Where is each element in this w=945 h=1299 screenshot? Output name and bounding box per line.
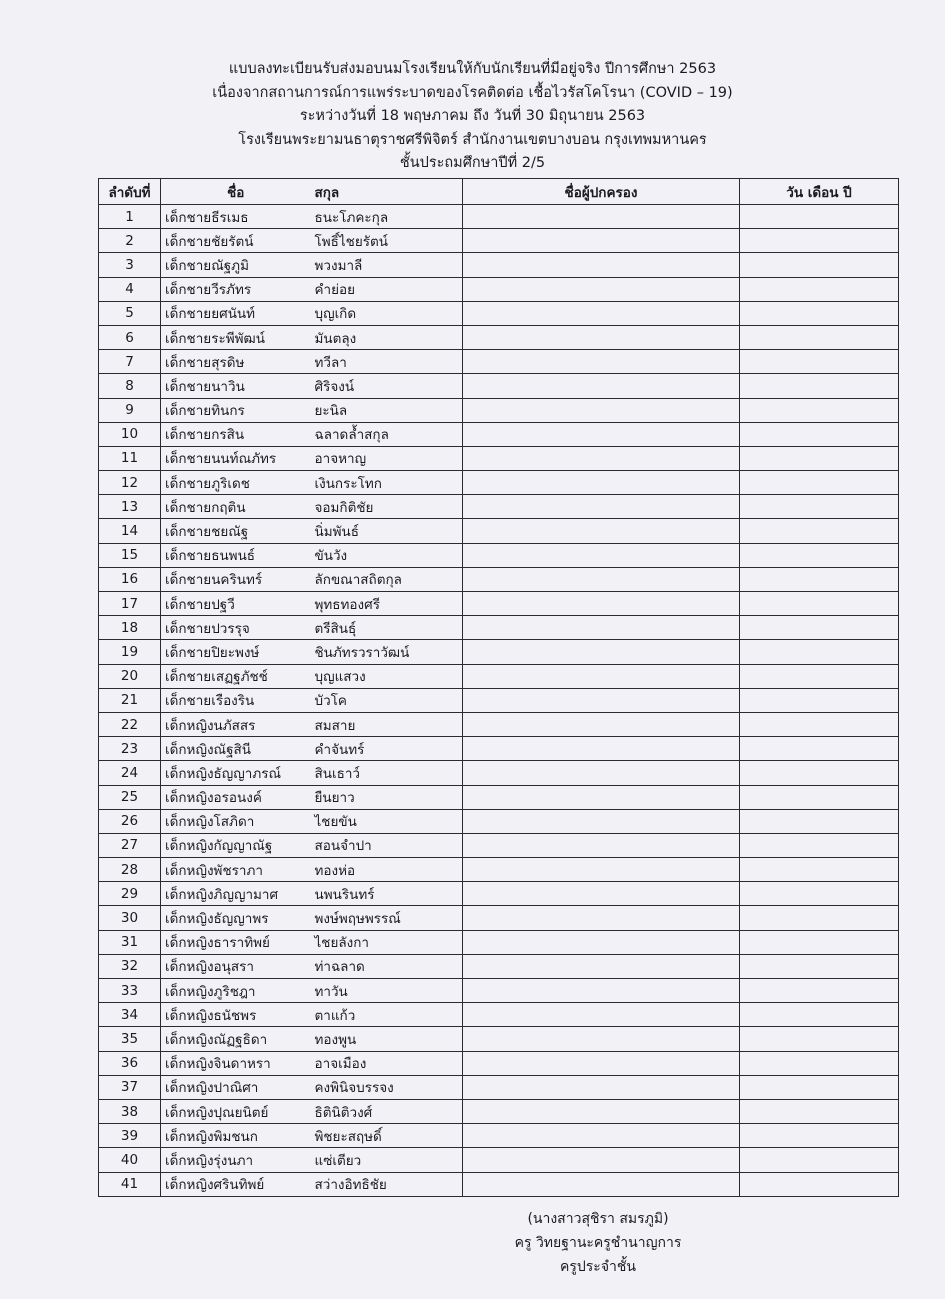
date-cell — [740, 712, 899, 736]
table-row — [99, 761, 899, 785]
guardian-name-cell — [463, 422, 740, 446]
table-row — [99, 495, 899, 519]
header-date: วัน เดือน ปี — [740, 179, 899, 205]
guardian-name-cell — [463, 374, 740, 398]
guardian-name-cell — [463, 277, 740, 301]
row-number-cell: 18 — [99, 616, 161, 640]
row-number-cell: 4 — [99, 277, 161, 301]
guardian-name-cell — [463, 712, 740, 736]
table-row — [99, 785, 899, 809]
student-surname-cell: พวงมาลี — [311, 253, 463, 277]
row-number-cell: 33 — [99, 979, 161, 1003]
table-row — [99, 809, 899, 833]
student-surname-cell: ขันวัง — [311, 543, 463, 567]
row-number-cell: 26 — [99, 809, 161, 833]
student-surname-cell: จอมกิติชัย — [311, 495, 463, 519]
date-cell — [740, 567, 899, 591]
student-name-cell: เด็กชายเสฏฐภัชช์ — [161, 664, 311, 688]
student-name-cell: เด็กชายธนพนธ์ — [161, 543, 311, 567]
student-name-cell: เด็กชายปวรรุจ — [161, 616, 311, 640]
guardian-name-cell — [463, 592, 740, 616]
signer-title: ครู วิทยฐานะครูชำนาญการ — [514, 1235, 682, 1251]
student-surname-cell: มันตลุง — [311, 325, 463, 349]
row-number-cell: 35 — [99, 1027, 161, 1051]
student-name-cell: เด็กชายระพีพัฒน์ — [161, 325, 311, 349]
student-name-cell: เด็กชายภูริเดช — [161, 471, 311, 495]
date-cell — [740, 809, 899, 833]
student-surname-cell: ไชยลังกา — [311, 930, 463, 954]
student-surname-cell: คงพินิจบรรจง — [311, 1075, 463, 1099]
row-number-cell: 5 — [99, 301, 161, 325]
student-name-cell: เด็กหญิงโสภิดา — [161, 809, 311, 833]
guardian-name-cell — [463, 809, 740, 833]
row-number-cell: 38 — [99, 1099, 161, 1123]
date-cell — [740, 688, 899, 712]
date-cell — [740, 1148, 899, 1172]
student-surname-cell: ทาวัน — [311, 979, 463, 1003]
student-surname-cell: ท่าฉลาด — [311, 954, 463, 978]
row-number-cell: 10 — [99, 422, 161, 446]
row-number-cell: 6 — [99, 325, 161, 349]
student-surname-cell: ศิริจงน์ — [311, 374, 463, 398]
guardian-name-cell — [463, 495, 740, 519]
row-number-cell: 7 — [99, 350, 161, 374]
guardian-name-cell — [463, 979, 740, 1003]
date-cell — [740, 301, 899, 325]
date-cell — [740, 930, 899, 954]
table-row — [99, 1124, 899, 1148]
header-surname: สกุล — [311, 179, 463, 205]
date-cell — [740, 205, 899, 229]
document-header — [0, 58, 945, 176]
guardian-name-cell — [463, 1003, 740, 1027]
student-name-cell: เด็กหญิงธัญญาพร — [161, 906, 311, 930]
student-surname-cell: คำจันทร์ — [311, 737, 463, 761]
guardian-name-cell — [463, 229, 740, 253]
student-surname-cell: นพนรินทร์ — [311, 882, 463, 906]
student-name-cell: เด็กชายกฤติน — [161, 495, 311, 519]
student-surname-cell: ทองพูน — [311, 1027, 463, 1051]
table-row — [99, 301, 899, 325]
table-row — [99, 325, 899, 349]
row-number-cell: 41 — [99, 1172, 161, 1196]
date-cell — [740, 979, 899, 1003]
row-number-cell: 34 — [99, 1003, 161, 1027]
table-row — [99, 616, 899, 640]
table-row — [99, 1172, 899, 1196]
guardian-name-cell — [463, 1148, 740, 1172]
student-name-cell: เด็กหญิงณัฏฐธิดา — [161, 1027, 311, 1051]
row-number-cell: 23 — [99, 737, 161, 761]
date-cell — [740, 954, 899, 978]
guardian-name-cell — [463, 737, 740, 761]
student-name-cell: เด็กชายวีรภัทร — [161, 277, 311, 301]
student-surname-cell: ไชยขัน — [311, 809, 463, 833]
school-name: โรงเรียนพระยามนธาตุราชศรีพิจิตร์ สำนักงานเขตบางบอน กรุงเทพมหานคร — [238, 131, 707, 148]
student-surname-cell: ยืนยาว — [311, 785, 463, 809]
row-number-cell: 14 — [99, 519, 161, 543]
guardian-name-cell — [463, 325, 740, 349]
table-row — [99, 446, 899, 470]
date-cell — [740, 277, 899, 301]
student-name-cell: เด็กหญิงปุณยนิตย์ — [161, 1099, 311, 1123]
student-surname-cell: ธนะโภคะกุล — [311, 205, 463, 229]
student-name-cell: เด็กหญิงพิมชนก — [161, 1124, 311, 1148]
student-surname-cell: สว่างอิทธิชัย — [311, 1172, 463, 1196]
date-cell — [740, 229, 899, 253]
row-number-cell: 15 — [99, 543, 161, 567]
row-number-cell: 25 — [99, 785, 161, 809]
guardian-name-cell — [463, 688, 740, 712]
table-row — [99, 422, 899, 446]
date-cell — [740, 833, 899, 857]
table-row — [99, 471, 899, 495]
date-cell — [740, 906, 899, 930]
student-surname-cell: ฉลาดล้ำสกุล — [311, 422, 463, 446]
header-no: ลำดับที่ — [99, 179, 161, 205]
student-name-cell: เด็กชายชัยรัตน์ — [161, 229, 311, 253]
student-surname-cell: ตาแก้ว — [311, 1003, 463, 1027]
table-row — [99, 1075, 899, 1099]
date-cell — [740, 1124, 899, 1148]
date-cell — [740, 543, 899, 567]
table-row — [99, 543, 899, 567]
guardian-name-cell — [463, 761, 740, 785]
row-number-cell: 12 — [99, 471, 161, 495]
row-number-cell: 31 — [99, 930, 161, 954]
student-surname-cell: นิ่มพันธ์ — [311, 519, 463, 543]
student-name-cell: เด็กหญิงอรอนงค์ — [161, 785, 311, 809]
guardian-name-cell — [463, 471, 740, 495]
table-row — [99, 567, 899, 591]
date-cell — [740, 253, 899, 277]
student-surname-cell: โพธิ์ไชยรัตน์ — [311, 229, 463, 253]
student-name-cell: เด็กชายธีรเมธ — [161, 205, 311, 229]
form-period: ระหว่างวันที่ 18 พฤษภาคม ถึง วันที่ 30 มิถุนายน 2563 — [299, 108, 646, 124]
header-guardian: ชื่อผู้ปกครอง — [463, 179, 740, 205]
row-number-cell: 37 — [99, 1075, 161, 1099]
guardian-name-cell — [463, 616, 740, 640]
date-cell — [740, 761, 899, 785]
date-cell — [740, 737, 899, 761]
row-number-cell: 9 — [99, 398, 161, 422]
student-roster-table — [98, 178, 899, 1197]
student-name-cell: เด็กหญิงกัญญาณัฐ — [161, 833, 311, 857]
form-title: แบบลงทะเบียนรับส่งมอบนมโรงเรียนให้กับนักเรียนที่มีอยู่จริง ปีการศึกษา 2563 — [228, 61, 717, 77]
row-number-cell: 29 — [99, 882, 161, 906]
student-name-cell: เด็กชายนครินทร์ — [161, 567, 311, 591]
guardian-name-cell — [463, 398, 740, 422]
student-name-cell: เด็กชายนนท์ณภัทร — [161, 446, 311, 470]
guardian-name-cell — [463, 1051, 740, 1075]
class-level: ชั้นประถมศึกษาปีที่ 2/5 — [399, 155, 546, 171]
student-name-cell: เด็กชายกรสิน — [161, 422, 311, 446]
date-cell — [740, 374, 899, 398]
table-row — [99, 979, 899, 1003]
roster-body — [99, 205, 899, 1197]
date-cell — [740, 422, 899, 446]
guardian-name-cell — [463, 1075, 740, 1099]
row-number-cell: 19 — [99, 640, 161, 664]
date-cell — [740, 398, 899, 422]
table-row — [99, 592, 899, 616]
table-row — [99, 930, 899, 954]
guardian-name-cell — [463, 543, 740, 567]
student-surname-cell: ธิตินิติวงศ์ — [311, 1099, 463, 1123]
row-number-cell: 20 — [99, 664, 161, 688]
date-cell — [740, 446, 899, 470]
student-surname-cell: ตรีสินธุ์ — [311, 616, 463, 640]
row-number-cell: 22 — [99, 712, 161, 736]
guardian-name-cell — [463, 519, 740, 543]
student-name-cell: เด็กหญิงจินดาหรา — [161, 1051, 311, 1075]
student-name-cell: เด็กหญิงศรินทิพย์ — [161, 1172, 311, 1196]
form-reason: เนื่องจากสถานการณ์การแพร่ระบาดของโรคติดต่อ เชื้อไวรัสโคโรนา (COVID – 19) — [212, 84, 733, 101]
table-header-row — [99, 179, 899, 205]
row-number-cell: 32 — [99, 954, 161, 978]
row-number-cell: 30 — [99, 906, 161, 930]
student-name-cell: เด็กชายณัฐภูมิ — [161, 253, 311, 277]
student-name-cell: เด็กหญิงพัชราภา — [161, 858, 311, 882]
guardian-name-cell — [463, 1124, 740, 1148]
student-surname-cell: สอนจำปา — [311, 833, 463, 857]
student-surname-cell: ชินภัทรวราวัฒน์ — [311, 640, 463, 664]
row-number-cell: 11 — [99, 446, 161, 470]
header-name: ชื่อ — [161, 179, 311, 205]
table-row — [99, 906, 899, 930]
student-surname-cell: อาจหาญ — [311, 446, 463, 470]
student-surname-cell: บุญแสวง — [311, 664, 463, 688]
student-name-cell: เด็กชายปิยะพงษ์ — [161, 640, 311, 664]
table-row — [99, 229, 899, 253]
table-row — [99, 519, 899, 543]
row-number-cell: 27 — [99, 833, 161, 857]
student-surname-cell: เงินกระโทก — [311, 471, 463, 495]
date-cell — [740, 1051, 899, 1075]
student-surname-cell: ยะนิล — [311, 398, 463, 422]
table-row — [99, 712, 899, 736]
student-name-cell: เด็กหญิงณัฐสินี — [161, 737, 311, 761]
date-cell — [740, 325, 899, 349]
student-name-cell: เด็กชายนาวิน — [161, 374, 311, 398]
date-cell — [740, 1172, 899, 1196]
student-name-cell: เด็กหญิงธนัชพร — [161, 1003, 311, 1027]
guardian-name-cell — [463, 1172, 740, 1196]
row-number-cell: 1 — [99, 205, 161, 229]
student-surname-cell: สมสาย — [311, 712, 463, 736]
table-row — [99, 253, 899, 277]
guardian-name-cell — [463, 640, 740, 664]
student-name-cell: เด็กหญิงอนุสรา — [161, 954, 311, 978]
student-surname-cell: คำย่อย — [311, 277, 463, 301]
date-cell — [740, 519, 899, 543]
student-surname-cell: อาจเมือง — [311, 1051, 463, 1075]
student-surname-cell: สินเธาว์ — [311, 761, 463, 785]
student-name-cell: เด็กชายเรืองริน — [161, 688, 311, 712]
signer-name: (นางสาวสุชิรา สมรภูมิ) — [527, 1211, 669, 1227]
guardian-name-cell — [463, 906, 740, 930]
row-number-cell: 24 — [99, 761, 161, 785]
date-cell — [740, 350, 899, 374]
guardian-name-cell — [463, 301, 740, 325]
row-number-cell: 28 — [99, 858, 161, 882]
student-name-cell: เด็กหญิงภิญญามาศ — [161, 882, 311, 906]
signature-block — [478, 1207, 718, 1279]
date-cell — [740, 1099, 899, 1123]
student-name-cell: เด็กหญิงธัญญาภรณ์ — [161, 761, 311, 785]
student-surname-cell: แซ่เตียว — [311, 1148, 463, 1172]
row-number-cell: 8 — [99, 374, 161, 398]
student-name-cell: เด็กชายชยณัฐ — [161, 519, 311, 543]
student-surname-cell: ลักขณาสถิตกุล — [311, 567, 463, 591]
date-cell — [740, 785, 899, 809]
date-cell — [740, 592, 899, 616]
student-name-cell: เด็กชายสุรดิษ — [161, 350, 311, 374]
date-cell — [740, 882, 899, 906]
row-number-cell: 3 — [99, 253, 161, 277]
table-row — [99, 1027, 899, 1051]
student-surname-cell: พงษ์พฤษพรรณ์ — [311, 906, 463, 930]
row-number-cell: 13 — [99, 495, 161, 519]
student-name-cell: เด็กชายยศนันท์ — [161, 301, 311, 325]
guardian-name-cell — [463, 930, 740, 954]
table-row — [99, 374, 899, 398]
row-number-cell: 40 — [99, 1148, 161, 1172]
student-surname-cell: ทวีลา — [311, 350, 463, 374]
table-row — [99, 277, 899, 301]
date-cell — [740, 1003, 899, 1027]
row-number-cell: 2 — [99, 229, 161, 253]
table-row — [99, 350, 899, 374]
student-surname-cell: ทองห่อ — [311, 858, 463, 882]
table-row — [99, 737, 899, 761]
student-surname-cell: พิชยะสฤษดิ์ — [311, 1124, 463, 1148]
student-name-cell: เด็กชายปฐวี — [161, 592, 311, 616]
guardian-name-cell — [463, 446, 740, 470]
date-cell — [740, 495, 899, 519]
guardian-name-cell — [463, 785, 740, 809]
student-surname-cell: บัวโค — [311, 688, 463, 712]
table-row — [99, 954, 899, 978]
student-surname-cell: บุญเกิด — [311, 301, 463, 325]
row-number-cell: 16 — [99, 567, 161, 591]
guardian-name-cell — [463, 858, 740, 882]
date-cell — [740, 664, 899, 688]
table-row — [99, 688, 899, 712]
date-cell — [740, 858, 899, 882]
table-row — [99, 1051, 899, 1075]
guardian-name-cell — [463, 833, 740, 857]
date-cell — [740, 1027, 899, 1051]
student-name-cell: เด็กหญิงธาราทิพย์ — [161, 930, 311, 954]
table-row — [99, 664, 899, 688]
table-row — [99, 858, 899, 882]
guardian-name-cell — [463, 350, 740, 374]
row-number-cell: 17 — [99, 592, 161, 616]
table-row — [99, 882, 899, 906]
row-number-cell: 39 — [99, 1124, 161, 1148]
table-row — [99, 1148, 899, 1172]
student-name-cell: เด็กชายทินกร — [161, 398, 311, 422]
table-row — [99, 398, 899, 422]
row-number-cell: 21 — [99, 688, 161, 712]
date-cell — [740, 471, 899, 495]
guardian-name-cell — [463, 1027, 740, 1051]
table-row — [99, 640, 899, 664]
student-name-cell: เด็กหญิงนภัสสร — [161, 712, 311, 736]
date-cell — [740, 1075, 899, 1099]
guardian-name-cell — [463, 567, 740, 591]
guardian-name-cell — [463, 253, 740, 277]
signer-role: ครูประจำชั้น — [560, 1259, 636, 1275]
table-row — [99, 1003, 899, 1027]
guardian-name-cell — [463, 205, 740, 229]
guardian-name-cell — [463, 882, 740, 906]
student-name-cell: เด็กหญิงภูริชฎา — [161, 979, 311, 1003]
table-row — [99, 833, 899, 857]
guardian-name-cell — [463, 664, 740, 688]
date-cell — [740, 640, 899, 664]
student-name-cell: เด็กหญิงปาณิศา — [161, 1075, 311, 1099]
guardian-name-cell — [463, 954, 740, 978]
student-name-cell: เด็กหญิงรุ่งนภา — [161, 1148, 311, 1172]
table-row — [99, 205, 899, 229]
guardian-name-cell — [463, 1099, 740, 1123]
table-row — [99, 1099, 899, 1123]
student-surname-cell: พุทธทองศรี — [311, 592, 463, 616]
date-cell — [740, 616, 899, 640]
row-number-cell: 36 — [99, 1051, 161, 1075]
